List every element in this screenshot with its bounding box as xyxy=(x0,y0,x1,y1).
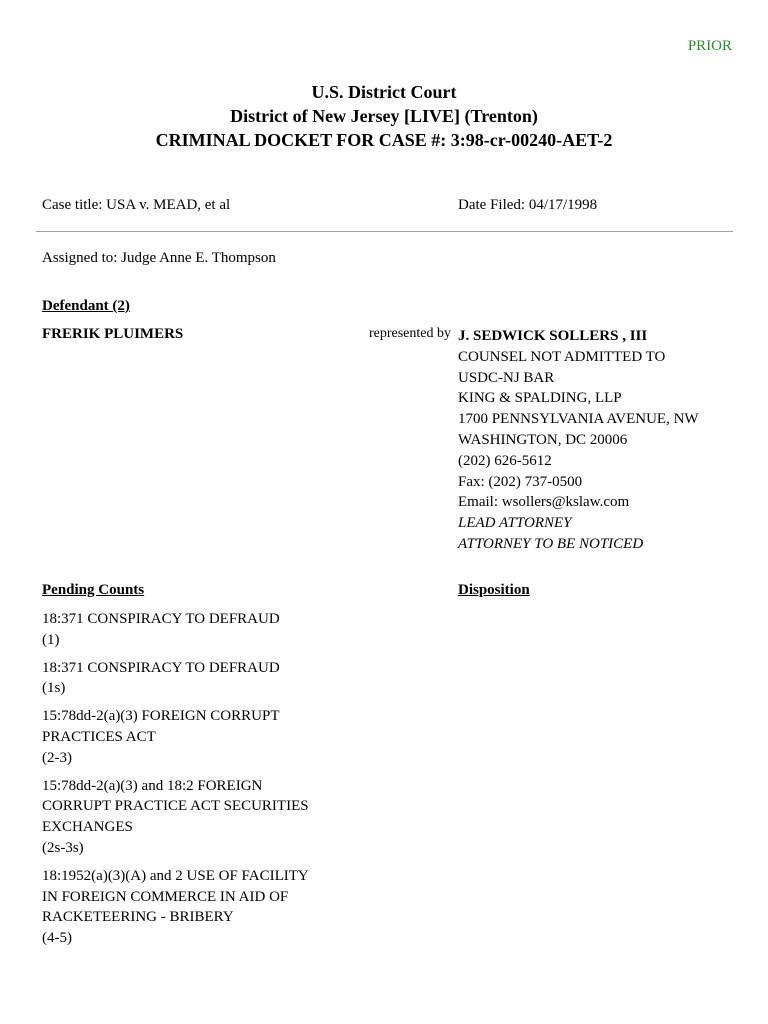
assigned-judge: Assigned to: Judge Anne E. Thompson xyxy=(42,250,276,266)
attorney-line: WASHINGTON, DC 20006 xyxy=(458,431,628,448)
count-charge: 18:371 CONSPIRACY TO DEFRAUD xyxy=(42,659,280,676)
disposition-heading: Disposition xyxy=(458,582,530,598)
date-filed: Date Filed: 04/17/1998 xyxy=(458,197,598,213)
attorney-line: USDC-NJ BAR xyxy=(458,369,555,386)
count-item xyxy=(42,866,312,949)
attorney-line: 1700 PENNSYLVANIA AVENUE, NW xyxy=(458,411,699,428)
count-item xyxy=(42,609,312,651)
docket-header xyxy=(0,80,768,152)
count-charge: 18:371 CONSPIRACY TO DEFRAUD xyxy=(42,611,280,627)
attorney-line: KING & SPALDING, LLP xyxy=(458,390,622,407)
divider xyxy=(36,231,733,232)
count-number: (2s-3s) xyxy=(42,839,84,856)
docket-title: CRIMINAL DOCKET FOR CASE #: 3:98-cr-00240-AET-2 xyxy=(155,130,613,150)
case-title: Case title: USA v. MEAD, et al xyxy=(42,197,231,213)
attorney-block xyxy=(458,326,699,555)
defendant-heading: Defendant (2) xyxy=(42,298,130,314)
count-number: (1s) xyxy=(42,680,66,697)
attorney-name: J. SEDWICK SOLLERS , III xyxy=(458,328,648,344)
count-number: (1) xyxy=(42,631,60,648)
attorney-fax: Fax: (202) 737-0500 xyxy=(458,473,583,490)
count-number: (2-3) xyxy=(42,749,72,766)
represented-by-label: represented by xyxy=(368,326,451,341)
prior-link[interactable]: PRIOR xyxy=(687,38,732,54)
attorney-email: Email: wsollers@kslaw.com xyxy=(458,494,630,511)
count-number: (4-5) xyxy=(42,930,72,947)
pending-counts-heading: Pending Counts xyxy=(42,582,145,598)
notice-attorney-role: ATTORNEY TO BE NOTICED xyxy=(458,535,644,552)
defendant-name: FRERIK PLUIMERS xyxy=(42,326,184,342)
count-item xyxy=(42,776,312,859)
count-item xyxy=(42,706,312,768)
lead-attorney-role: LEAD ATTORNEY xyxy=(458,515,572,532)
pending-counts-list xyxy=(42,609,312,956)
count-item xyxy=(42,658,312,700)
count-charge: 18:1952(a)(3)(A) and 2 USE OF FACILITY IN FOREIGN COMMERCE IN AID OF RACKETEERING - BRIBERY xyxy=(42,867,309,926)
count-charge: 15:78dd-2(a)(3) and 18:2 FOREIGN CORRUPT PRACTICE ACT SECURITIES EXCHANGES xyxy=(42,777,309,836)
attorney-phone: (202) 626-5612 xyxy=(458,452,552,469)
attorney-line: COUNSEL NOT ADMITTED TO xyxy=(458,348,666,365)
court-name: U.S. District Court xyxy=(311,82,457,102)
count-charge: 15:78dd-2(a)(3) FOREIGN CORRUPT PRACTICES ACT xyxy=(42,708,280,745)
district-name: District of New Jersey [LIVE] (Trenton) xyxy=(230,106,538,126)
